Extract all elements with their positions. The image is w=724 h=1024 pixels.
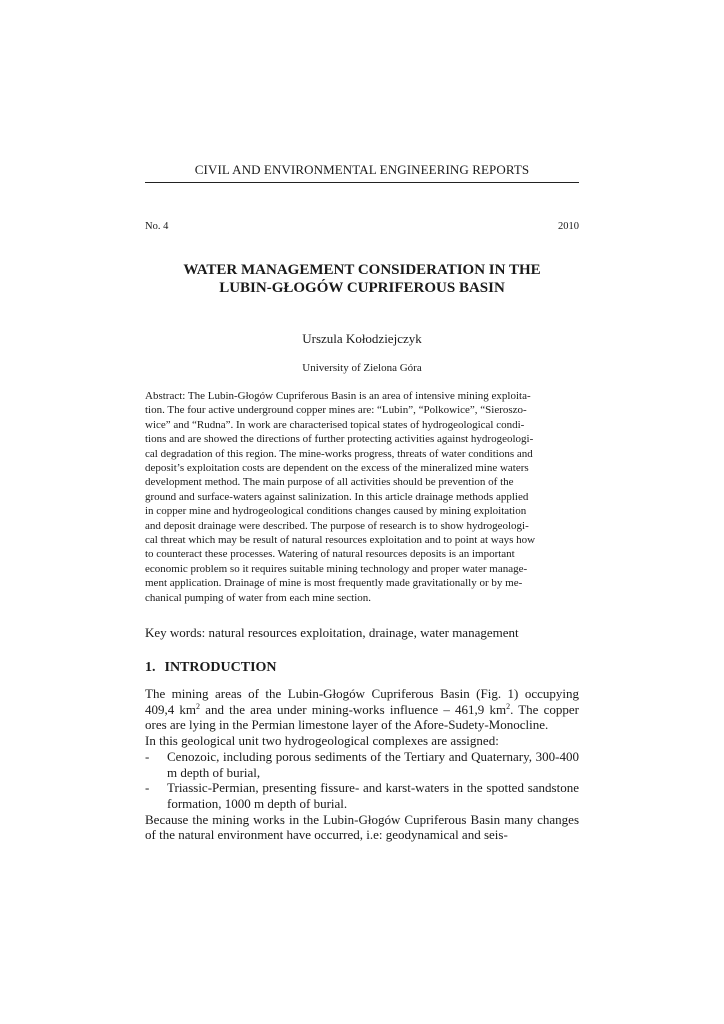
abstract-line: development method. The main purpose of all activities should be prevention of the <box>145 476 514 489</box>
title-line-2: LUBIN-GŁOGÓW CUPRIFEROUS BASIN <box>219 280 505 296</box>
list-item-text: Triassic-Permian, presenting fissure- and karst-waters in the spotted sandstone formation, 1000 m depth of burial. <box>167 780 579 811</box>
superscript: 2 <box>196 701 201 711</box>
issue-number: No. 4 <box>145 221 169 232</box>
abstract-line: and deposit drainage were described. The purpose of research is to show hydrogeologi- <box>145 519 529 532</box>
abstract-line: cal degradation of this region. The mine-works progress, threats of water conditions and <box>145 447 533 460</box>
abstract <box>145 389 579 605</box>
abstract-line: economic problem so it requires suitable mining technology and proper water manage- <box>145 562 528 575</box>
intro-paragraph-3: Because the mining works in the Lubin-Głogów Cupriferous Basin many changes of the natural environment have occurred, i.e: geodynamical and seis- <box>145 811 579 843</box>
list-dash: - <box>145 748 150 764</box>
superscript: 2 <box>506 701 511 711</box>
intro-text: and the area under mining-works influence – 461,9 km <box>200 701 507 717</box>
abstract-line: tion. The four active underground copper mines are: “Lubin”, “Polkowice”, “Sieroszo- <box>145 404 527 417</box>
abstract-line: ground and surface-waters against salinization. In this article drainage methods applied <box>145 490 529 503</box>
list-item <box>145 780 579 811</box>
keywords: Key words: natural resources exploitation, drainage, water management <box>145 625 519 640</box>
intro-text: . The copper ores are lying in the Permian limestone layer of the Afore-Sudety-Monocline. <box>145 701 579 733</box>
abstract-line: to counteract these processes. Watering of natural resources deposits is an important <box>145 548 515 561</box>
abstract-line: in copper mine and hydrogeological conditions changes caused by mining exploitation <box>145 505 527 518</box>
abstract-line: tions and are showed the directions of further protecting activities against hydrogeologi- <box>145 433 534 446</box>
introduction-body <box>145 686 579 843</box>
complex-list <box>145 749 579 812</box>
journal-title: CIVIL AND ENVIRONMENTAL ENGINEERING REPORTS <box>194 162 530 177</box>
header-rule <box>145 182 579 183</box>
list-item-text: Cenozoic, including porous sediments of the Tertiary and Quaternary, 300-400 m depth of burial, <box>167 748 579 780</box>
title-line-1: WATER MANAGEMENT CONSIDERATION IN THE <box>183 262 541 278</box>
intro-text: The mining areas of the Lubin-Głogów Cupriferous Basin (Fig. 1) occupying 409,4 km <box>145 686 579 717</box>
abstract-line: chanical pumping of water from each mine section. <box>145 591 372 604</box>
author-affiliation: University of Zielona Góra <box>302 362 422 374</box>
abstract-line: deposit’s exploitation costs are dependent on the excess of the mineralized mine waters <box>145 462 529 475</box>
abstract-line: Abstract: The Lubin-Głogów Cupriferous Basin is an area of intensive mining exploita- <box>145 390 531 402</box>
issue-year: 2010 <box>558 221 579 232</box>
list-dash: - <box>145 780 150 796</box>
intro-paragraph-2: In this geological unit two hydrogeological complexes are assigned: <box>145 733 499 749</box>
article-title <box>145 261 579 297</box>
abstract-line: wice” and “Rudna”. In work are characterised topical states of hydrogeological condi- <box>145 418 525 431</box>
list-item <box>145 749 579 780</box>
intro-paragraph-1 <box>145 686 579 733</box>
abstract-line: cal threat which may be result of natural resources exploitation and to point at ways how <box>145 534 536 547</box>
abstract-line: ment application. Drainage of mine is most frequently made gravitationally or by me- <box>145 577 523 590</box>
section-title: INTRODUCTION <box>164 660 277 675</box>
author-name: Urszula Kołodziejczyk <box>302 331 422 346</box>
section-heading <box>145 660 579 676</box>
section-number: 1. <box>145 660 156 675</box>
